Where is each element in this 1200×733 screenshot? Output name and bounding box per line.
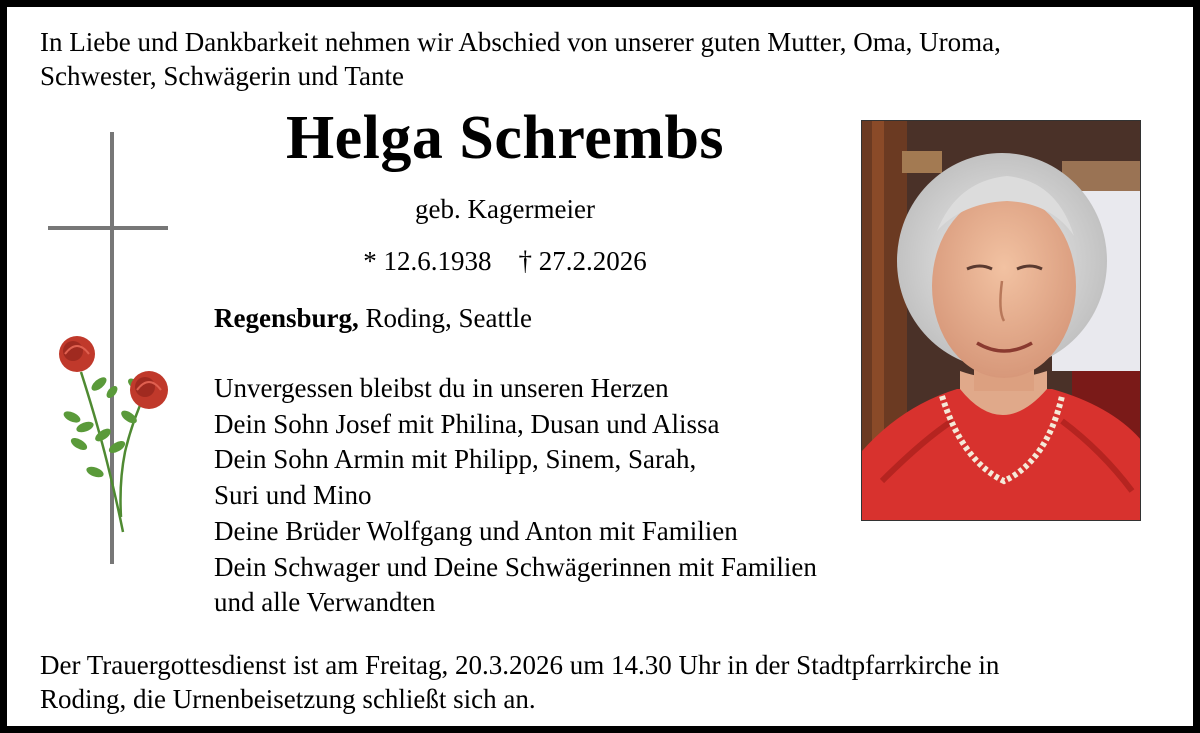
place-primary: Regensburg, [214,303,359,333]
maiden-name: geb. Kagermeier [415,194,595,224]
mourner-line: und alle Verwandten [214,587,436,618]
portrait-image [862,121,1141,521]
mourners-list [214,371,914,621]
obituary-notice [7,7,1193,726]
intro-text [40,25,1160,93]
service-line: Roding, die Urnenbeisetzung schließt sich an. [40,684,536,714]
cross-icon [37,122,187,572]
life-dates [220,245,790,277]
service-line: Der Trauergottesdienst ist am Freitag, 20.3.2026 um 14.30 Uhr in der Stadtpfarrkirche in [40,650,1000,680]
mourner-line: Suri und Mino [214,480,372,511]
place-others: Roding, Seattle [365,303,532,333]
mourner-line: Unvergessen bleibst du in unseren Herzen [214,373,669,403]
death-date: † 27.2.2026 [518,246,647,276]
intro-line: Schwester, Schwägerin und Tante [40,61,404,91]
service-info [40,648,1160,716]
portrait-photo [861,120,1141,521]
cross-horizontal-bar [48,226,168,230]
cross-with-roses [37,122,187,572]
mourner-line: Dein Schwager und Deine Schwägerinnen mit Familien [214,551,817,582]
cross-vertical-bar [110,132,114,564]
intro-line: In Liebe und Dankbarkeit nehmen wir Abschied von unserer guten Mutter, Oma, Uroma, [40,27,1001,57]
places [214,302,532,334]
deceased-name: Helga Schrembs [285,104,725,172]
mourner-line: Dein Sohn Armin mit Philipp, Sinem, Sarah, [214,444,697,475]
mourner-line: Deine Brüder Wolfgang und Anton mit Familien [214,515,738,546]
birth-date: * 12.6.1938 [363,246,492,276]
mourner-line: Dein Sohn Josef mit Philina, Dusan und Alissa [214,408,720,439]
